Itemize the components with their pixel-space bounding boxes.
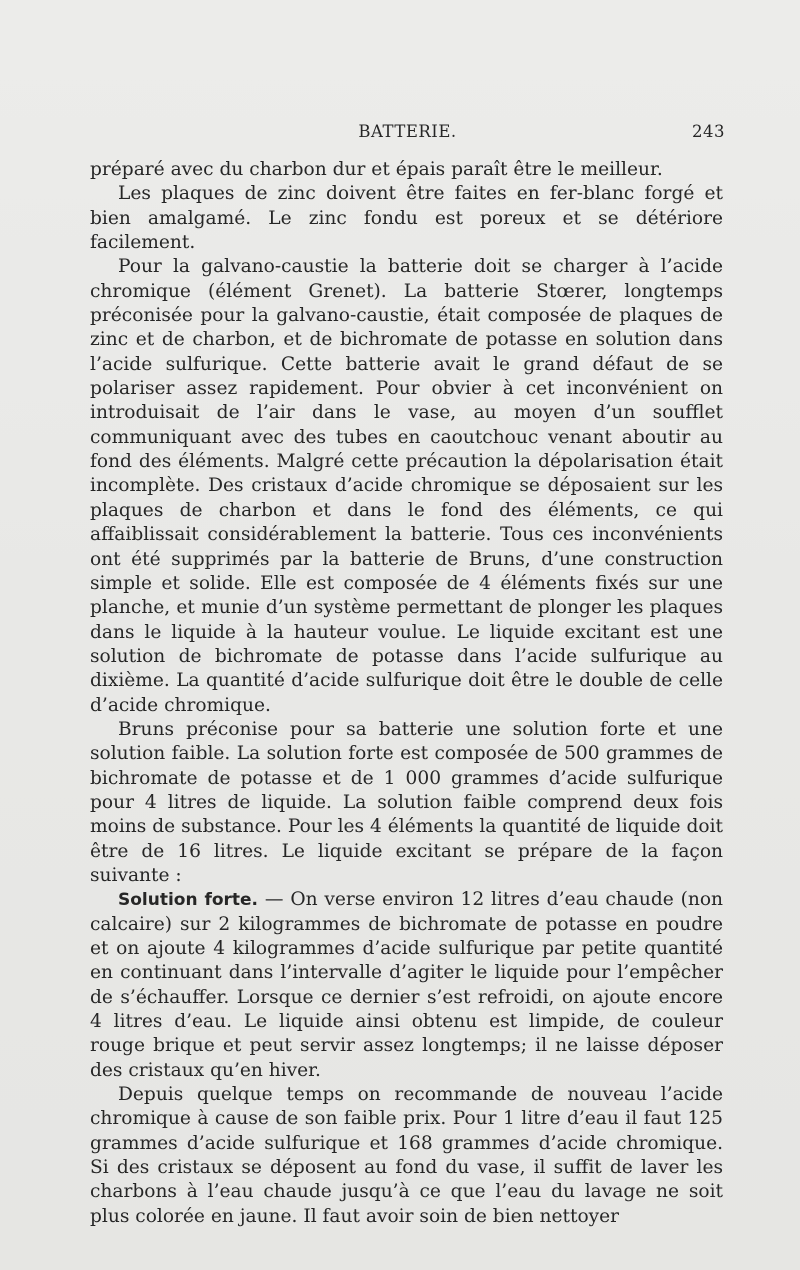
paragraph-solution-forte <box>90 888 723 1083</box>
solution-forte-heading: Solution forte. <box>118 890 259 911</box>
paragraph-continued: préparé avec du charbon dur et épais paraît être le meilleur. <box>90 159 663 180</box>
paragraph-bruns-solutions: Bruns préconise pour sa batterie une solution forte et une solution faible. La solution forte est composée de 500 grammes de bichromate de potasse et de 1 000 grammes d’acide sulfurique pour 4 litres de liquide. La solution faible comprend deux fois moins de substance. Pour les 4 éléments la quantité de liquide doit être de 16 litres. Le liquide excitant se prépare de la façon suivante : <box>90 718 723 886</box>
paragraph-galvano-caustie: Pour la galvano-caustie la batterie doit se charger à l’acide chromique (élément Grenet). La batterie Stœrer, longtemps préconisée pour la galvano-caustie, était composée de plaques de zinc et de charbon, et de bichromate de potasse en solution dans l’acide sulfurique. Cette batterie avait le grand défaut de se polariser assez rapidement. Pour obvier à cet inconvénient on introduisait de l’air dans le vase, au moyen d’un soufflet communiquant avec des tubes en caoutchouc venant aboutir au fond des éléments. Malgré cette précaution la dépolarisation était incomplète. Des cristaux d’acide chromique se déposaient sur les plaques de charbon et dans le fond des éléments, ce qui affaiblissait considérablement la batterie. Tous ces inconvénients ont été supprimés par la batterie de Bruns, d’une construction simple et solide. Elle est composée de 4 éléments fixés sur une planche, et munie d’un système permettant de plonger les plaques dans le liquide à la hauteur voulue. Le liquide excitant est une solution de bichromate de potasse dans l’acide sulfurique au dixième. La quantité d’acide sulfurique doit être le double de celle d’acide chromique. <box>90 256 723 716</box>
page-number: 243 <box>692 122 725 141</box>
page-body <box>90 158 723 1229</box>
paragraph-zinc-plates: Les plaques de zinc doivent être faites en fer-blanc forgé et bien amalgamé. Le zinc fondu est poreux et se détériore facilement. <box>90 183 723 254</box>
page-header <box>90 122 725 146</box>
running-title: BATTERIE. <box>358 122 457 141</box>
paragraph-acide-chromique: Depuis quelque temps on recommande de nouveau l’acide chromique à cause de son faible prix. Pour 1 litre d’eau il faut 125 grammes d’acide sulfurique et 168 grammes d’acide chromique. Si des cristaux se déposent au fond du vase, il suffit de laver les charbons à l’eau chaude jusqu’à ce que l’eau du lavage ne soit plus colorée en jaune. Il faut avoir soin de bien nettoyer <box>90 1084 723 1227</box>
solution-forte-text: — On verse environ 12 litres d’eau chaude (non calcaire) sur 2 kilogrammes de bichromate de potasse en poudre et on ajoute 4 kilogrammes d’acide sulfurique par petite quantité en continuant dans l’intervalle d’agiter le liquide pour l’empêcher de s’échauffer. Lorsque ce dernier s’est refroidi, on ajoute encore 4 litres d’eau. Le liquide ainsi obtenu est limpide, de couleur rouge brique et peut servir assez longtemps; il ne laisse déposer des cristaux qu’en hiver. <box>90 889 723 1081</box>
